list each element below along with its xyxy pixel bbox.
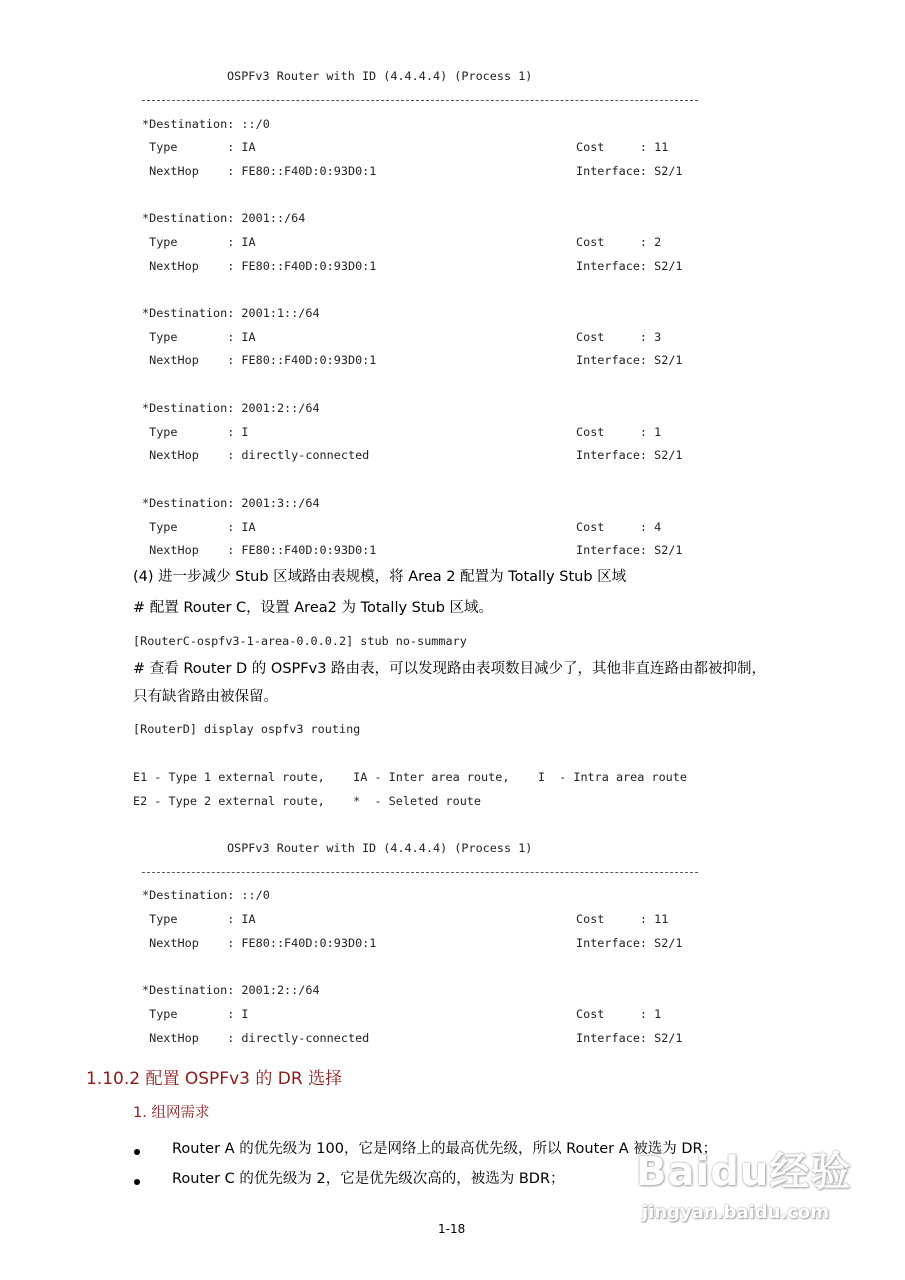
route-nexthop: NextHop : FE80::F40D:0:93D0:1 xyxy=(142,353,377,367)
route-nexthop: NextHop : FE80::F40D:0:93D0:1 xyxy=(142,164,377,178)
route-interface: Interface: S2/1 xyxy=(576,164,683,178)
route-nexthop: NextHop : directly-connected xyxy=(142,1031,370,1045)
bullet-icon xyxy=(134,1179,140,1185)
route-nexthop: NextHop : directly-connected xyxy=(142,448,370,462)
route-cost: Cost : 1 xyxy=(576,425,662,439)
config-routerc-command: [RouterC-ospfv3-1-area-0.0.0.2] stub no-summary xyxy=(133,634,467,648)
route-nexthop: NextHop : FE80::F40D:0:93D0:1 xyxy=(142,259,377,273)
route-cost: Cost : 11 xyxy=(576,912,669,926)
route-destination: *Destination: 2001:2::/64 xyxy=(142,983,320,997)
route-interface: Interface: S2/1 xyxy=(576,448,683,462)
route-legend-line2: E2 - Type 2 external route, * - Seleted route xyxy=(133,794,482,808)
baidu-logo: Baidu经验 xyxy=(636,1149,852,1195)
baidu-watermark xyxy=(630,1140,870,1240)
config-routerc-note: # 配置 Router C，设置 Area2 为 Totally Stub 区域。 xyxy=(133,600,494,616)
route-type: Type : I xyxy=(142,1007,249,1021)
bullet-icon xyxy=(134,1149,140,1155)
routing-table-title: OSPFv3 Router with ID (4.4.4.4) (Process 1) xyxy=(227,841,533,855)
route-destination: *Destination: 2001:2::/64 xyxy=(142,401,320,415)
route-type: Type : IA xyxy=(142,235,256,249)
watermark-url: jingyan.baidu.com xyxy=(642,1202,830,1223)
dashed-rule xyxy=(142,100,698,101)
section-heading: 1.10.2 配置 OSPFv3 的 DR 选择 xyxy=(86,1069,343,1089)
route-interface: Interface: S2/1 xyxy=(576,259,683,273)
route-cost: Cost : 1 xyxy=(576,1007,662,1021)
subsection-heading: 1. 组网需求 xyxy=(133,1105,210,1121)
route-cost: Cost : 4 xyxy=(576,520,662,534)
routing-table-title: OSPFv3 Router with ID (4.4.4.4) (Process 1) xyxy=(227,69,533,83)
route-type: Type : IA xyxy=(142,912,256,926)
display-command: [RouterD] display ospfv3 routing xyxy=(133,722,361,736)
route-destination: *Destination: 2001::/64 xyxy=(142,211,306,225)
step-4-text: (4) 进一步减少 Stub 区域路由表规模，将 Area 2 配置为 Totally Stub 区域 xyxy=(133,569,627,585)
route-cost: Cost : 3 xyxy=(576,330,662,344)
route-nexthop: NextHop : FE80::F40D:0:93D0:1 xyxy=(142,543,377,557)
route-destination: *Destination: 2001:3::/64 xyxy=(142,496,320,510)
route-interface: Interface: S2/1 xyxy=(576,353,683,367)
route-destination: *Destination: ::/0 xyxy=(142,888,270,902)
route-type: Type : I xyxy=(142,425,249,439)
route-type: Type : IA xyxy=(142,520,256,534)
route-destination: *Destination: ::/0 xyxy=(142,117,270,131)
route-cost: Cost : 11 xyxy=(576,140,669,154)
route-interface: Interface: S2/1 xyxy=(576,1031,683,1045)
bullet-text: Router A 的优先级为 100，它是网络上的最高优先级，所以 Router A 被选为 DR； xyxy=(172,1141,718,1157)
route-cost: Cost : 2 xyxy=(576,235,662,249)
route-interface: Interface: S2/1 xyxy=(576,543,683,557)
dashed-rule xyxy=(142,872,698,873)
view-routerd-note-line1: # 查看 Router D 的 OSPFv3 路由表，可以发现路由表项数目减少了，其他非直连路由都被抑制， xyxy=(133,661,767,677)
route-type: Type : IA xyxy=(142,140,256,154)
view-routerd-note-line2: 只有缺省路由被保留。 xyxy=(133,689,278,705)
route-destination: *Destination: 2001:1::/64 xyxy=(142,306,320,320)
route-type: Type : IA xyxy=(142,330,256,344)
bullet-text: Router C 的优先级为 2，它是优先级次高的，被选为 BDR； xyxy=(172,1171,565,1187)
route-nexthop: NextHop : FE80::F40D:0:93D0:1 xyxy=(142,936,377,950)
route-legend-line1: E1 - Type 1 external route, IA - Inter area route, I - Intra area route xyxy=(133,770,687,784)
route-interface: Interface: S2/1 xyxy=(576,936,683,950)
page-number: 1-18 xyxy=(438,1222,466,1236)
